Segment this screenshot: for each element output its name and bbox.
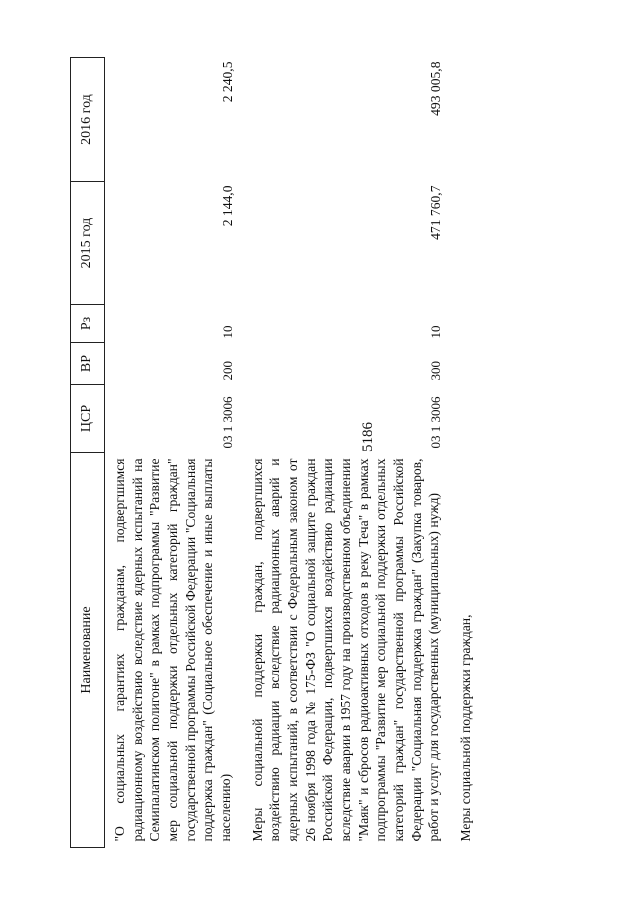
header-name: Наименование [71, 453, 105, 848]
row-2015: 2 144,0 [220, 185, 236, 227]
row-vr: 300 [428, 361, 444, 381]
row-csr: 03 1 3006 [428, 396, 444, 449]
budget-table [70, 57, 483, 848]
row-rz [451, 305, 483, 343]
row-name: Меры социальной поддержки граждан, подвергшихся воздействию радиации вследствие радиационных аварий и ядерных испытаний, в соответствии с Федеральным законом от 26 ноября 1998 года № 175-ФЗ "О социальной защите граждан Российской Федерации, подвергшихся воздействию радиации вследствие аварии в 1957 году на производственном объединении "Маяк" и сбросов радиоактивных отходов в реку Теча" в рамках подпрограммы "Развитие мер социальной поддержки отдельных категорий граждан" государственной программы Российской Федерации "Социальная поддержка граждан" (Закупка товаров, работ и услуг для государственных (муниципальных) нужд) [249, 458, 442, 842]
row-2016: 493 005,8 [428, 61, 444, 116]
table-row [105, 58, 243, 848]
table-body [105, 58, 483, 848]
row-rz: 10 [219, 325, 235, 339]
row-name: Меры социальной поддержки граждан, [458, 614, 474, 842]
row-vr [451, 343, 483, 385]
header-vr: ВР [71, 343, 105, 385]
row-2016: 2 240,5 [220, 61, 236, 103]
table-header [71, 58, 105, 848]
row-2015: 471 760,7 [428, 185, 444, 240]
row-vr: 200 [219, 361, 235, 381]
row-csr [451, 385, 483, 453]
budget-table-sheet [70, 58, 570, 848]
row-2016 [451, 58, 483, 182]
row-csr: 03 1 3006 [219, 396, 235, 449]
table-row [243, 58, 451, 848]
row-2015 [451, 182, 483, 305]
table-row [451, 58, 483, 848]
row-name: "О социальных гарантиях гражданам, подвергшимся радиационному воздействию вследствие ядерных испытаний на Семипалатинском полигоне" в рамках подпрограммы "Развитие мер социальной поддержки отдельных категорий граждан" государственной программы Российской Федерации "Социальная поддержка граждан" (Социальное обеспечение и иные выплаты населению) [112, 458, 234, 842]
header-2015: 2015 год [71, 182, 105, 305]
row-rz: 10 [428, 325, 444, 339]
header-csr: ЦСР [71, 385, 105, 453]
page-number: 5186 [360, 422, 376, 452]
header-rz: Рз [71, 305, 105, 343]
header-2016: 2016 год [71, 58, 105, 182]
